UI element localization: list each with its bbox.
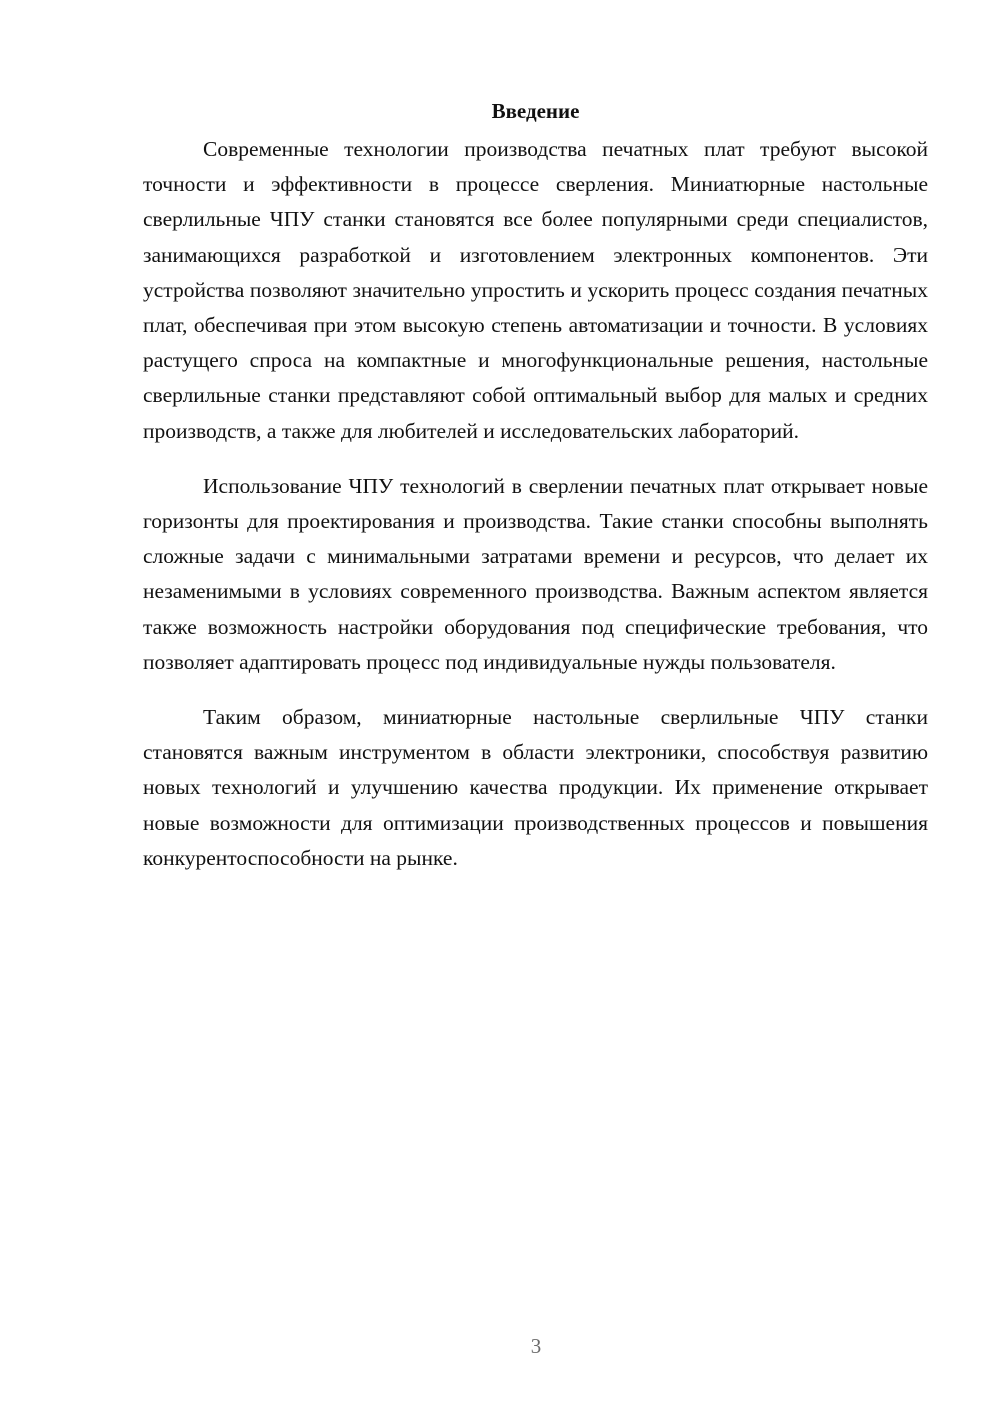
paragraph-intro: Современные технологии производства печатных плат требуют высокой точности и эффективности в процессе сверления. Миниатюрные настольные сверлильные ЧПУ станки становятся все более популярными среди специалистов, занимающихся разработкой и изготовлением электронных компонентов. Эти устройства позволяют значительно упростить и ускорить процесс создания печатных плат, обеспечивая при этом высокую степень автоматизации и точности. В условиях растущего спроса на компактные и многофункциональные решения, настольные сверлильные станки представляют собой оптимальный выбор для малых и средних производств, а также для любителей и исследовательских лабораторий. (143, 137, 928, 443)
page-number: 3 (530, 1334, 542, 1358)
paragraph-cnc-technology: Использование ЧПУ технологий в сверлении печатных плат открывает новые горизонты для проектирования и производства. Такие станки способны выполнять сложные задачи с минимальными затратами времени и ресурсов, что делает их незаменимыми в условиях современного производства. Важным аспектом является также возможность настройки оборудования под специфические требования, что позволяет адаптировать процесс под индивидуальные нужды пользователя. (143, 473, 928, 674)
section-title: Введение (491, 99, 580, 123)
paragraph-conclusion: Таким образом, миниатюрные настольные сверлильные ЧПУ станки становятся важным инструментом в области электроники, способствуя развитию новых технологий и улучшению качества продукции. Их применение открывает новые возможности для оптимизации производственных процессов и повышения конкурентоспособности на рынке. (143, 705, 928, 870)
page-content (143, 96, 928, 896)
